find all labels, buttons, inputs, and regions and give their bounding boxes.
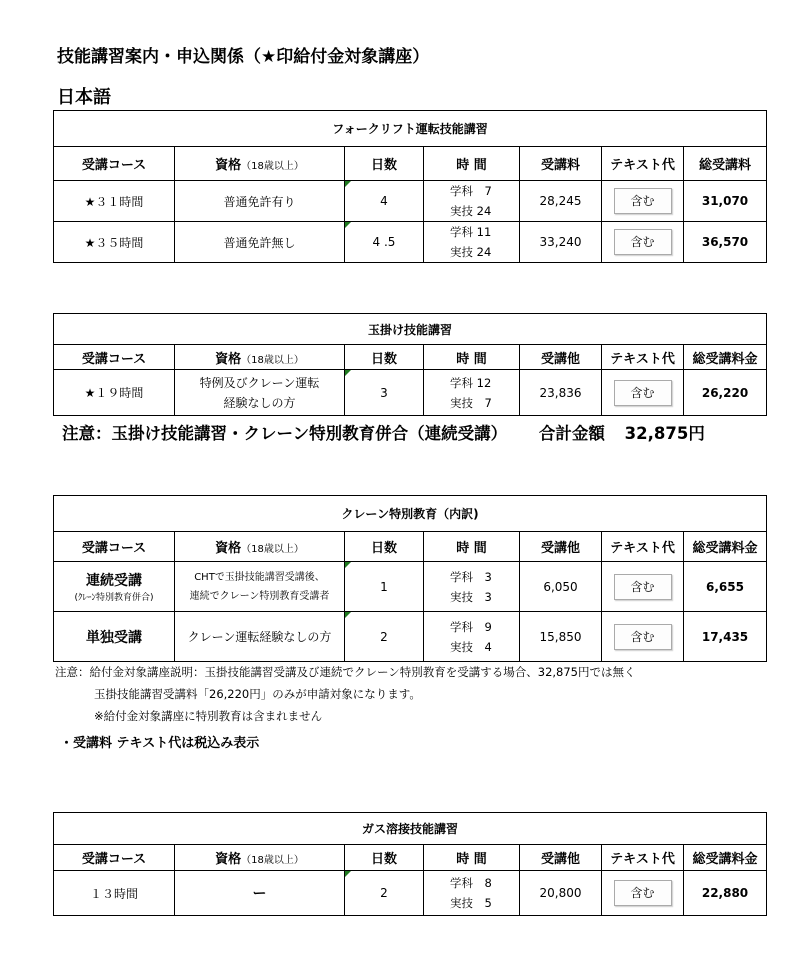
header-course: 受講コース: [54, 845, 175, 871]
table-header-row: [54, 532, 767, 562]
course-cell: ★３１時間: [54, 181, 175, 222]
total-cell: 22,880: [684, 871, 767, 916]
forklift-course-table: [53, 110, 767, 263]
header-total: 総受講料金: [684, 845, 767, 871]
fee-cell: 28,245: [520, 181, 602, 222]
header-text-fee: テキスト代: [602, 147, 684, 181]
days-cell: 3: [345, 370, 424, 416]
language-heading: 日本語: [57, 87, 111, 108]
header-days: 日数: [345, 532, 424, 562]
qualification-cell: 普通免許有り: [175, 181, 345, 222]
fee-cell: 6,050: [520, 562, 602, 612]
comment-marker-icon: [345, 612, 351, 618]
header-time: 時 間: [424, 147, 520, 181]
gas-welding-course-table: [53, 812, 767, 916]
fee-cell: 20,800: [520, 871, 602, 916]
text-fee-cell: [602, 562, 684, 612]
fee-cell: 23,836: [520, 370, 602, 416]
table-header-row: [54, 845, 767, 871]
text-fee-cell: [602, 222, 684, 263]
text-fee-cell: [602, 612, 684, 662]
days-cell: 1: [345, 562, 424, 612]
header-total: 総受講料金: [684, 345, 767, 370]
header-course: 受講コース: [54, 345, 175, 370]
combined-note-text: 注意：玉掛け技能講習・クレーン特別教育併合（連続受講）: [62, 424, 508, 443]
comment-marker-icon: [345, 222, 351, 228]
crane-course-table: [53, 495, 767, 662]
header-fee-other: 受講他: [520, 845, 602, 871]
includes-button[interactable]: 含む: [614, 188, 672, 214]
includes-button[interactable]: 含む: [614, 229, 672, 255]
days-cell: 4: [345, 181, 424, 222]
text-fee-cell: [602, 871, 684, 916]
qualification-cell: CHTで玉掛技能講習受講後、 連続でクレーン特別教育受講者: [175, 562, 345, 612]
qualification-cell: ー: [175, 871, 345, 916]
crane-title: クレーン特別教育（内訳): [54, 496, 767, 532]
forklift-title: フォークリフト運転技能講習: [54, 111, 767, 147]
table-header-row: [54, 147, 767, 181]
note-line-2: 玉掛技能講習受講料「26,220円」のみが申請対象になります。: [94, 687, 421, 701]
header-fee-other: 受講他: [520, 532, 602, 562]
time-cell: 学科 7 実技 24: [424, 181, 520, 222]
table-row: [54, 222, 767, 263]
course-cell: 単独受講: [54, 612, 175, 662]
text-fee-cell: [602, 181, 684, 222]
tamakake-title: 玉掛け技能講習: [54, 314, 767, 345]
header-time: 時 間: [424, 845, 520, 871]
qualification-cell: 普通免許無し: [175, 222, 345, 263]
header-days: 日数: [345, 845, 424, 871]
qualification-cell: 特例及びクレーン運転 経験なしの方: [175, 370, 345, 416]
header-qualification: 資格（18歳以上）: [175, 345, 345, 370]
table-row: [54, 181, 767, 222]
days-cell: 4 .5: [345, 222, 424, 263]
header-qualification: 資格（18歳以上）: [175, 845, 345, 871]
header-qualification: 資格（18歳以上）: [175, 147, 345, 181]
header-course: 受講コース: [54, 147, 175, 181]
comment-marker-icon: [345, 181, 351, 187]
table-row: [54, 612, 767, 662]
header-fee-other: 受講他: [520, 345, 602, 370]
table-header-row: [54, 345, 767, 370]
total-cell: 17,435: [684, 612, 767, 662]
course-cell: １３時間: [54, 871, 175, 916]
includes-button[interactable]: 含む: [614, 880, 672, 906]
qualification-cell: クレーン運転経験なしの方: [175, 612, 345, 662]
header-qualification: 資格（18歳以上）: [175, 532, 345, 562]
days-cell: 2: [345, 871, 424, 916]
tamakake-course-table: [53, 313, 767, 416]
table-row: [54, 370, 767, 416]
includes-button[interactable]: 含む: [614, 574, 672, 600]
time-cell: 学科 3 実技 3: [424, 562, 520, 612]
total-cell: 31,070: [684, 181, 767, 222]
note-line-4: ・受講料 テキスト代は税込み表示: [60, 736, 260, 751]
header-fee: 受講料: [520, 147, 602, 181]
combined-total-label: 合計金額: [538, 424, 605, 443]
comment-marker-icon: [345, 871, 351, 877]
combined-course-note: [62, 420, 705, 444]
days-cell: 2: [345, 612, 424, 662]
includes-button[interactable]: 含む: [614, 380, 672, 406]
course-cell: 連続受講 (ｸﾚｰﾝ特別教育併合): [54, 562, 175, 612]
time-cell: 学科 8 実技 5: [424, 871, 520, 916]
time-cell: 学科 12 実技 7: [424, 370, 520, 416]
header-time: 時 間: [424, 345, 520, 370]
time-cell: 学科 11 実技 24: [424, 222, 520, 263]
note-line-3: ※給付金対象講座に特別教育は含まれません: [94, 709, 323, 723]
combined-total-value: 32,875円: [624, 424, 705, 443]
total-cell: 26,220: [684, 370, 767, 416]
fee-cell: 33,240: [520, 222, 602, 263]
header-total: 総受講料: [684, 147, 767, 181]
course-cell: ★３５時間: [54, 222, 175, 263]
header-text-fee: テキスト代: [602, 345, 684, 370]
course-cell: ★１９時間: [54, 370, 175, 416]
page-title: 技能講習案内・申込関係（★印給付金対象講座）: [57, 47, 430, 67]
text-fee-cell: [602, 370, 684, 416]
comment-marker-icon: [345, 562, 351, 568]
header-course: 受講コース: [54, 532, 175, 562]
header-total: 総受講料金: [684, 532, 767, 562]
total-cell: 36,570: [684, 222, 767, 263]
includes-button[interactable]: 含む: [614, 624, 672, 650]
total-cell: 6,655: [684, 562, 767, 612]
table-row: [54, 871, 767, 916]
gas-welding-title: ガス溶接技能講習: [54, 813, 767, 845]
fee-cell: 15,850: [520, 612, 602, 662]
header-text-fee: テキスト代: [602, 845, 684, 871]
header-text-fee: テキスト代: [602, 532, 684, 562]
header-days: 日数: [345, 345, 424, 370]
header-days: 日数: [345, 147, 424, 181]
time-cell: 学科 9 実技 4: [424, 612, 520, 662]
table-row: [54, 562, 767, 612]
note-line-1: 注意：給付金対象講座説明：玉掛技能講習受講及び連続でクレーン特別教育を受講する場合、32,875円では無く: [55, 665, 636, 679]
comment-marker-icon: [345, 370, 351, 376]
header-time: 時 間: [424, 532, 520, 562]
